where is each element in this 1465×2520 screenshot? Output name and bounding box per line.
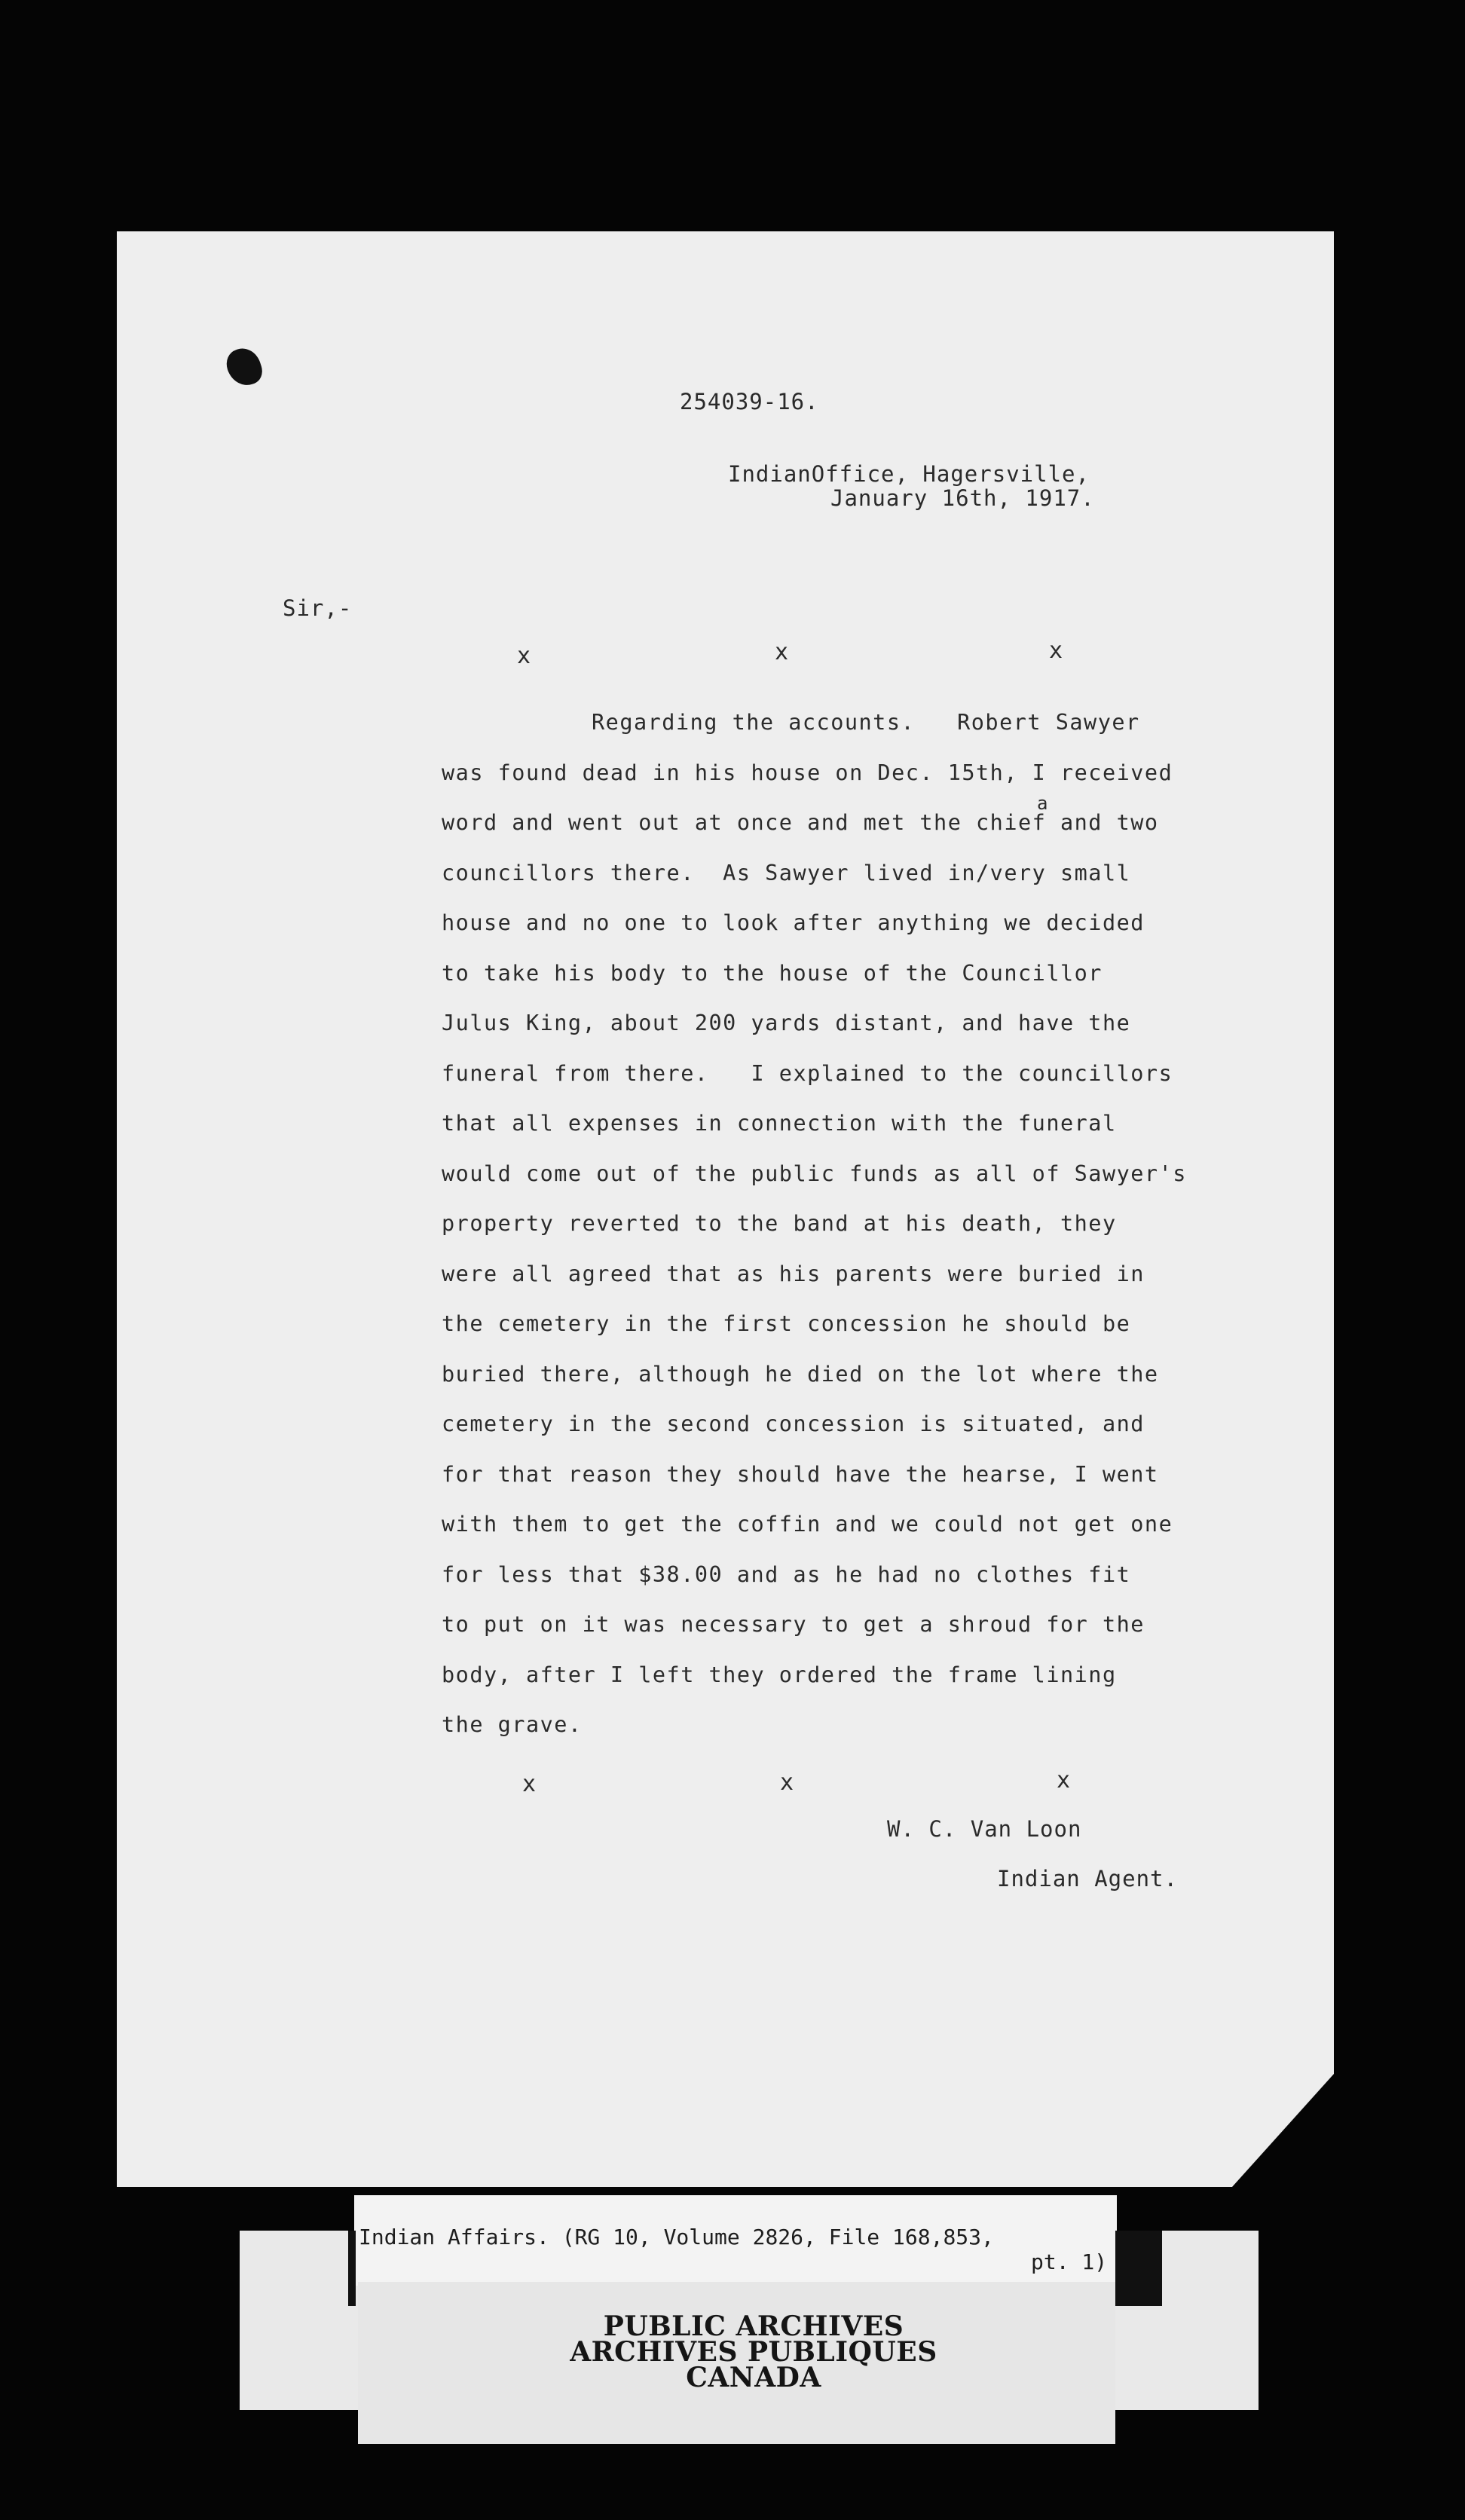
- body-line: to take his body to the house of the Councillor: [442, 960, 1103, 986]
- office-line: IndianOffice, Hagersville,: [728, 461, 1090, 487]
- body-line: with them to get the coffin and we could not get one: [442, 1512, 1173, 1537]
- salutation: Sir,-: [283, 595, 353, 621]
- signature-name: W. C. Van Loon: [887, 1816, 1082, 1842]
- separator-mark: x: [1049, 638, 1064, 664]
- body-line: body, after I left they ordered the frame lining: [442, 1662, 1117, 1687]
- citation-line: Indian Affairs. (RG 10, Volume 2826, File 168,853,: [359, 2225, 994, 2249]
- label-notch: [348, 2231, 356, 2306]
- body-line: cemetery in the second concession is situated, and: [442, 1411, 1145, 1436]
- body-line: were all agreed that as his parents were buried in: [442, 1261, 1145, 1286]
- separator-mark: x: [775, 639, 790, 665]
- body-line: the grave.: [442, 1712, 583, 1737]
- file-number: 254039-16.: [680, 389, 819, 414]
- body-line: property reverted to the band at his death, they: [442, 1211, 1117, 1236]
- label-notch: [1115, 2231, 1162, 2306]
- separator-mark: x: [780, 1769, 795, 1796]
- body-line: that all expenses in connection with the funeral: [442, 1111, 1117, 1136]
- body-line: word and went out at once and met the chief and two: [442, 810, 1159, 835]
- body-line: for that reason they should have the hearse, I went: [442, 1461, 1159, 1487]
- body-line: councillors there. As Sawyer lived in/very small: [442, 860, 1131, 885]
- stamp-line: CANADA: [686, 2362, 821, 2393]
- inserted-letter: a: [1037, 793, 1049, 814]
- body-line: funeral from there. I explained to the councillors: [442, 1060, 1173, 1086]
- letter-body: [442, 710, 1187, 1763]
- separator-mark: x: [522, 1771, 537, 1797]
- separator-mark: x: [517, 643, 532, 669]
- body-line: Regarding the accounts. Robert Sawyer: [592, 710, 1140, 735]
- body-line: for less that $38.00 and as he had no clothes fit: [442, 1561, 1131, 1587]
- separator-mark: x: [1057, 1767, 1072, 1794]
- body-line: buried there, although he died on the lot where the: [442, 1361, 1159, 1387]
- body-line: was found dead in his house on Dec. 15th, I received: [442, 760, 1173, 785]
- citation-line: pt. 1): [1031, 2249, 1108, 2274]
- body-line: house and no one to look after anything we decided: [442, 910, 1145, 935]
- body-line: the cemetery in the first concession he should be: [442, 1311, 1131, 1336]
- body-line: would come out of the public funds as all of Sawyer's: [442, 1161, 1187, 1186]
- archives-stamp: [528, 2311, 980, 2393]
- date-line: January 16th, 1917.: [830, 485, 1095, 511]
- stamp-line: PUBLIC ARCHIVES: [603, 2311, 904, 2342]
- signature-title: Indian Agent.: [997, 1866, 1178, 1892]
- stamp-line: ARCHIVES PUBLIQUES: [570, 2336, 937, 2368]
- body-line: Julus King, about 200 yards distant, and have the: [442, 1011, 1131, 1035]
- body-line: to put on it was necessary to get a shroud for the: [442, 1612, 1145, 1637]
